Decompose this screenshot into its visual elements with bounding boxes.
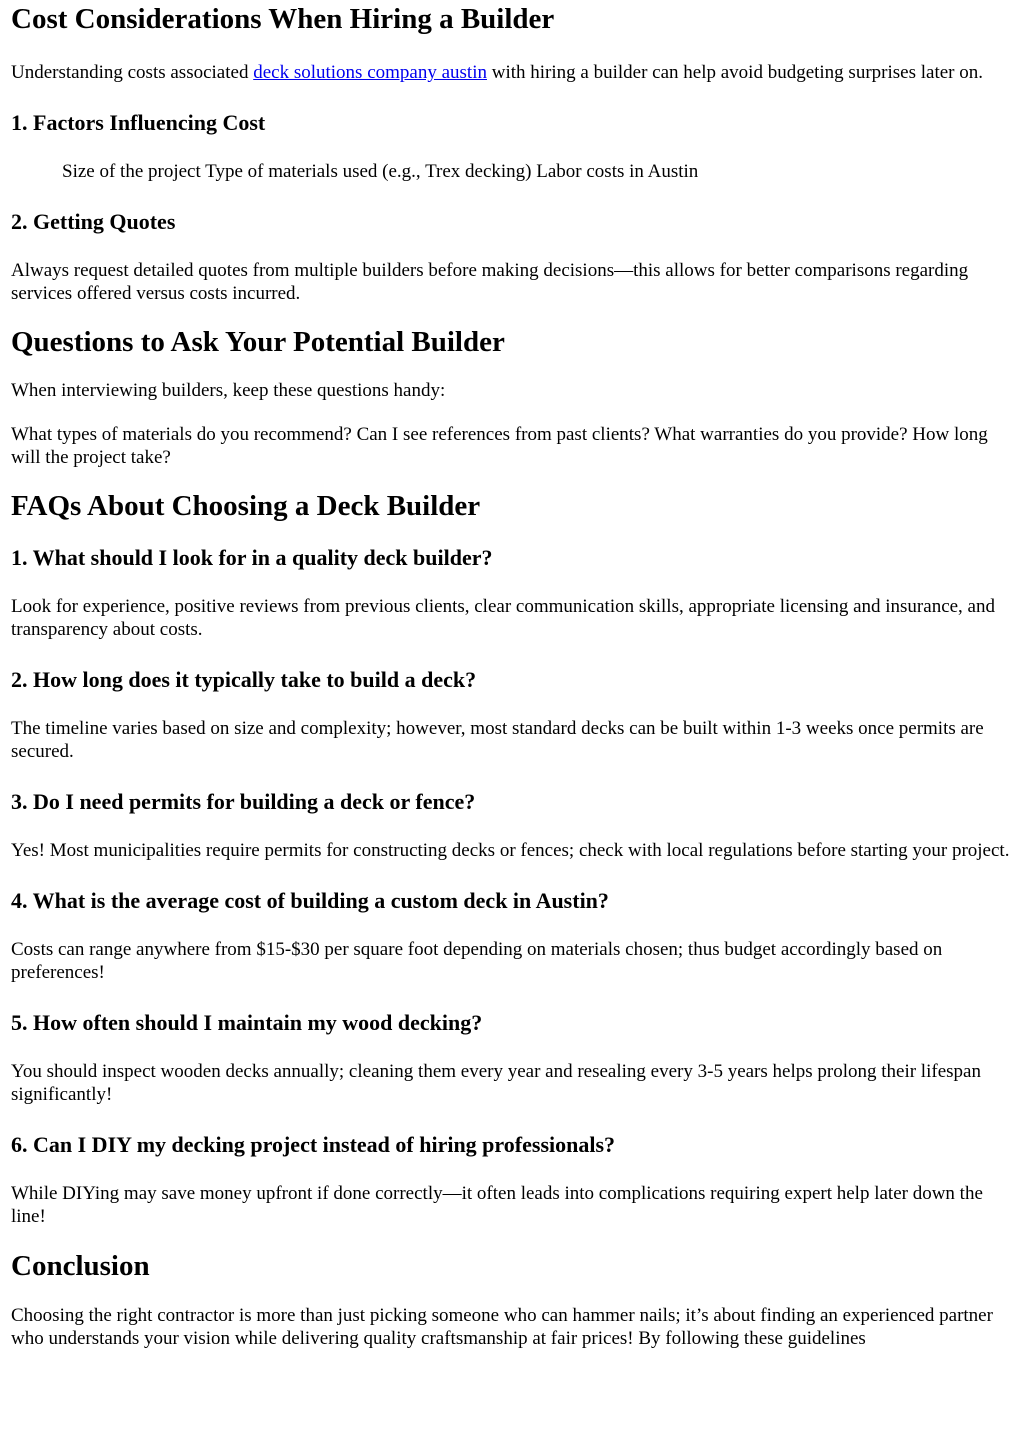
- faqs-heading: FAQs About Choosing a Deck Builder: [11, 490, 481, 522]
- faq-question: 1. What should I look for in a quality deck builder?: [11, 545, 493, 570]
- faq-answer: Costs can range anywhere from $15-$30 per square foot depending on materials chosen; thus budget accordingly based on preferences!: [11, 939, 943, 983]
- deck-solutions-link[interactable]: deck solutions company austin: [253, 62, 487, 83]
- questions-intro: When interviewing builders, keep these questions handy:: [11, 380, 446, 401]
- article: [0, 2, 1024, 1350]
- quotes-heading: 2. Getting Quotes: [11, 209, 176, 234]
- faq-question: 2. How long does it typically take to build a deck?: [11, 667, 477, 692]
- cost-intro-text-continued: with hiring a builder can help avoid budgeting surprises later on.: [486, 62, 983, 83]
- factors-heading: 1. Factors Influencing Cost: [11, 110, 266, 135]
- cost-considerations-heading: Cost Considerations When Hiring a Builder: [11, 3, 555, 35]
- faq-answer: Look for experience, positive reviews from previous clients, clear communication skills, appropriate licensing and insurance, and transparency about costs.: [11, 596, 995, 640]
- faq-question: 5. How often should I maintain my wood decking?: [11, 1010, 483, 1035]
- quotes-paragraph: Always request detailed quotes from multiple builders before making decisions—this allows for better comparisons regarding services offered versus costs incurred.: [11, 260, 969, 304]
- faq-answer: The timeline varies based on size and complexity; however, most standard decks can be built within 1-3 weeks once permits are secured.: [11, 718, 984, 762]
- cost-intro-paragraph: [11, 61, 1014, 84]
- questions-list-text: What types of materials do you recommend? Can I see references from past clients? What warranties do you provide? How long will the project take?: [11, 424, 988, 468]
- faq-answer: Yes! Most municipalities require permits for constructing decks or fences; check with local regulations before starting your project.: [11, 840, 1010, 861]
- conclusion-paragraph: Choosing the right contractor is more than just picking someone who can hammer nails; it’s about finding an experienced partner who understands your vision while delivering quality craftsmanship at fair prices! By following these guidelines: [11, 1305, 993, 1349]
- faq-question: 3. Do I need permits for building a deck or fence?: [11, 789, 476, 814]
- factors-list-text: Size of the project Type of materials used (e.g., Trex decking) Labor costs in Austin: [62, 161, 699, 182]
- faq-question: 6. Can I DIY my decking project instead of hiring professionals?: [11, 1132, 616, 1157]
- faq-answer: You should inspect wooden decks annually; cleaning them every year and resealing every 3-5 years helps prolong their lifespan significantly!: [11, 1061, 981, 1105]
- cost-intro-text: Understanding costs associated: [11, 62, 254, 83]
- questions-heading: Questions to Ask Your Potential Builder: [11, 326, 505, 358]
- faq-question: 4. What is the average cost of building a custom deck in Austin?: [11, 888, 609, 913]
- faq-answer: While DIYing may save money upfront if done correctly—it often leads into complications requiring expert help later down the line!: [11, 1183, 983, 1227]
- conclusion-heading: Conclusion: [11, 1250, 150, 1282]
